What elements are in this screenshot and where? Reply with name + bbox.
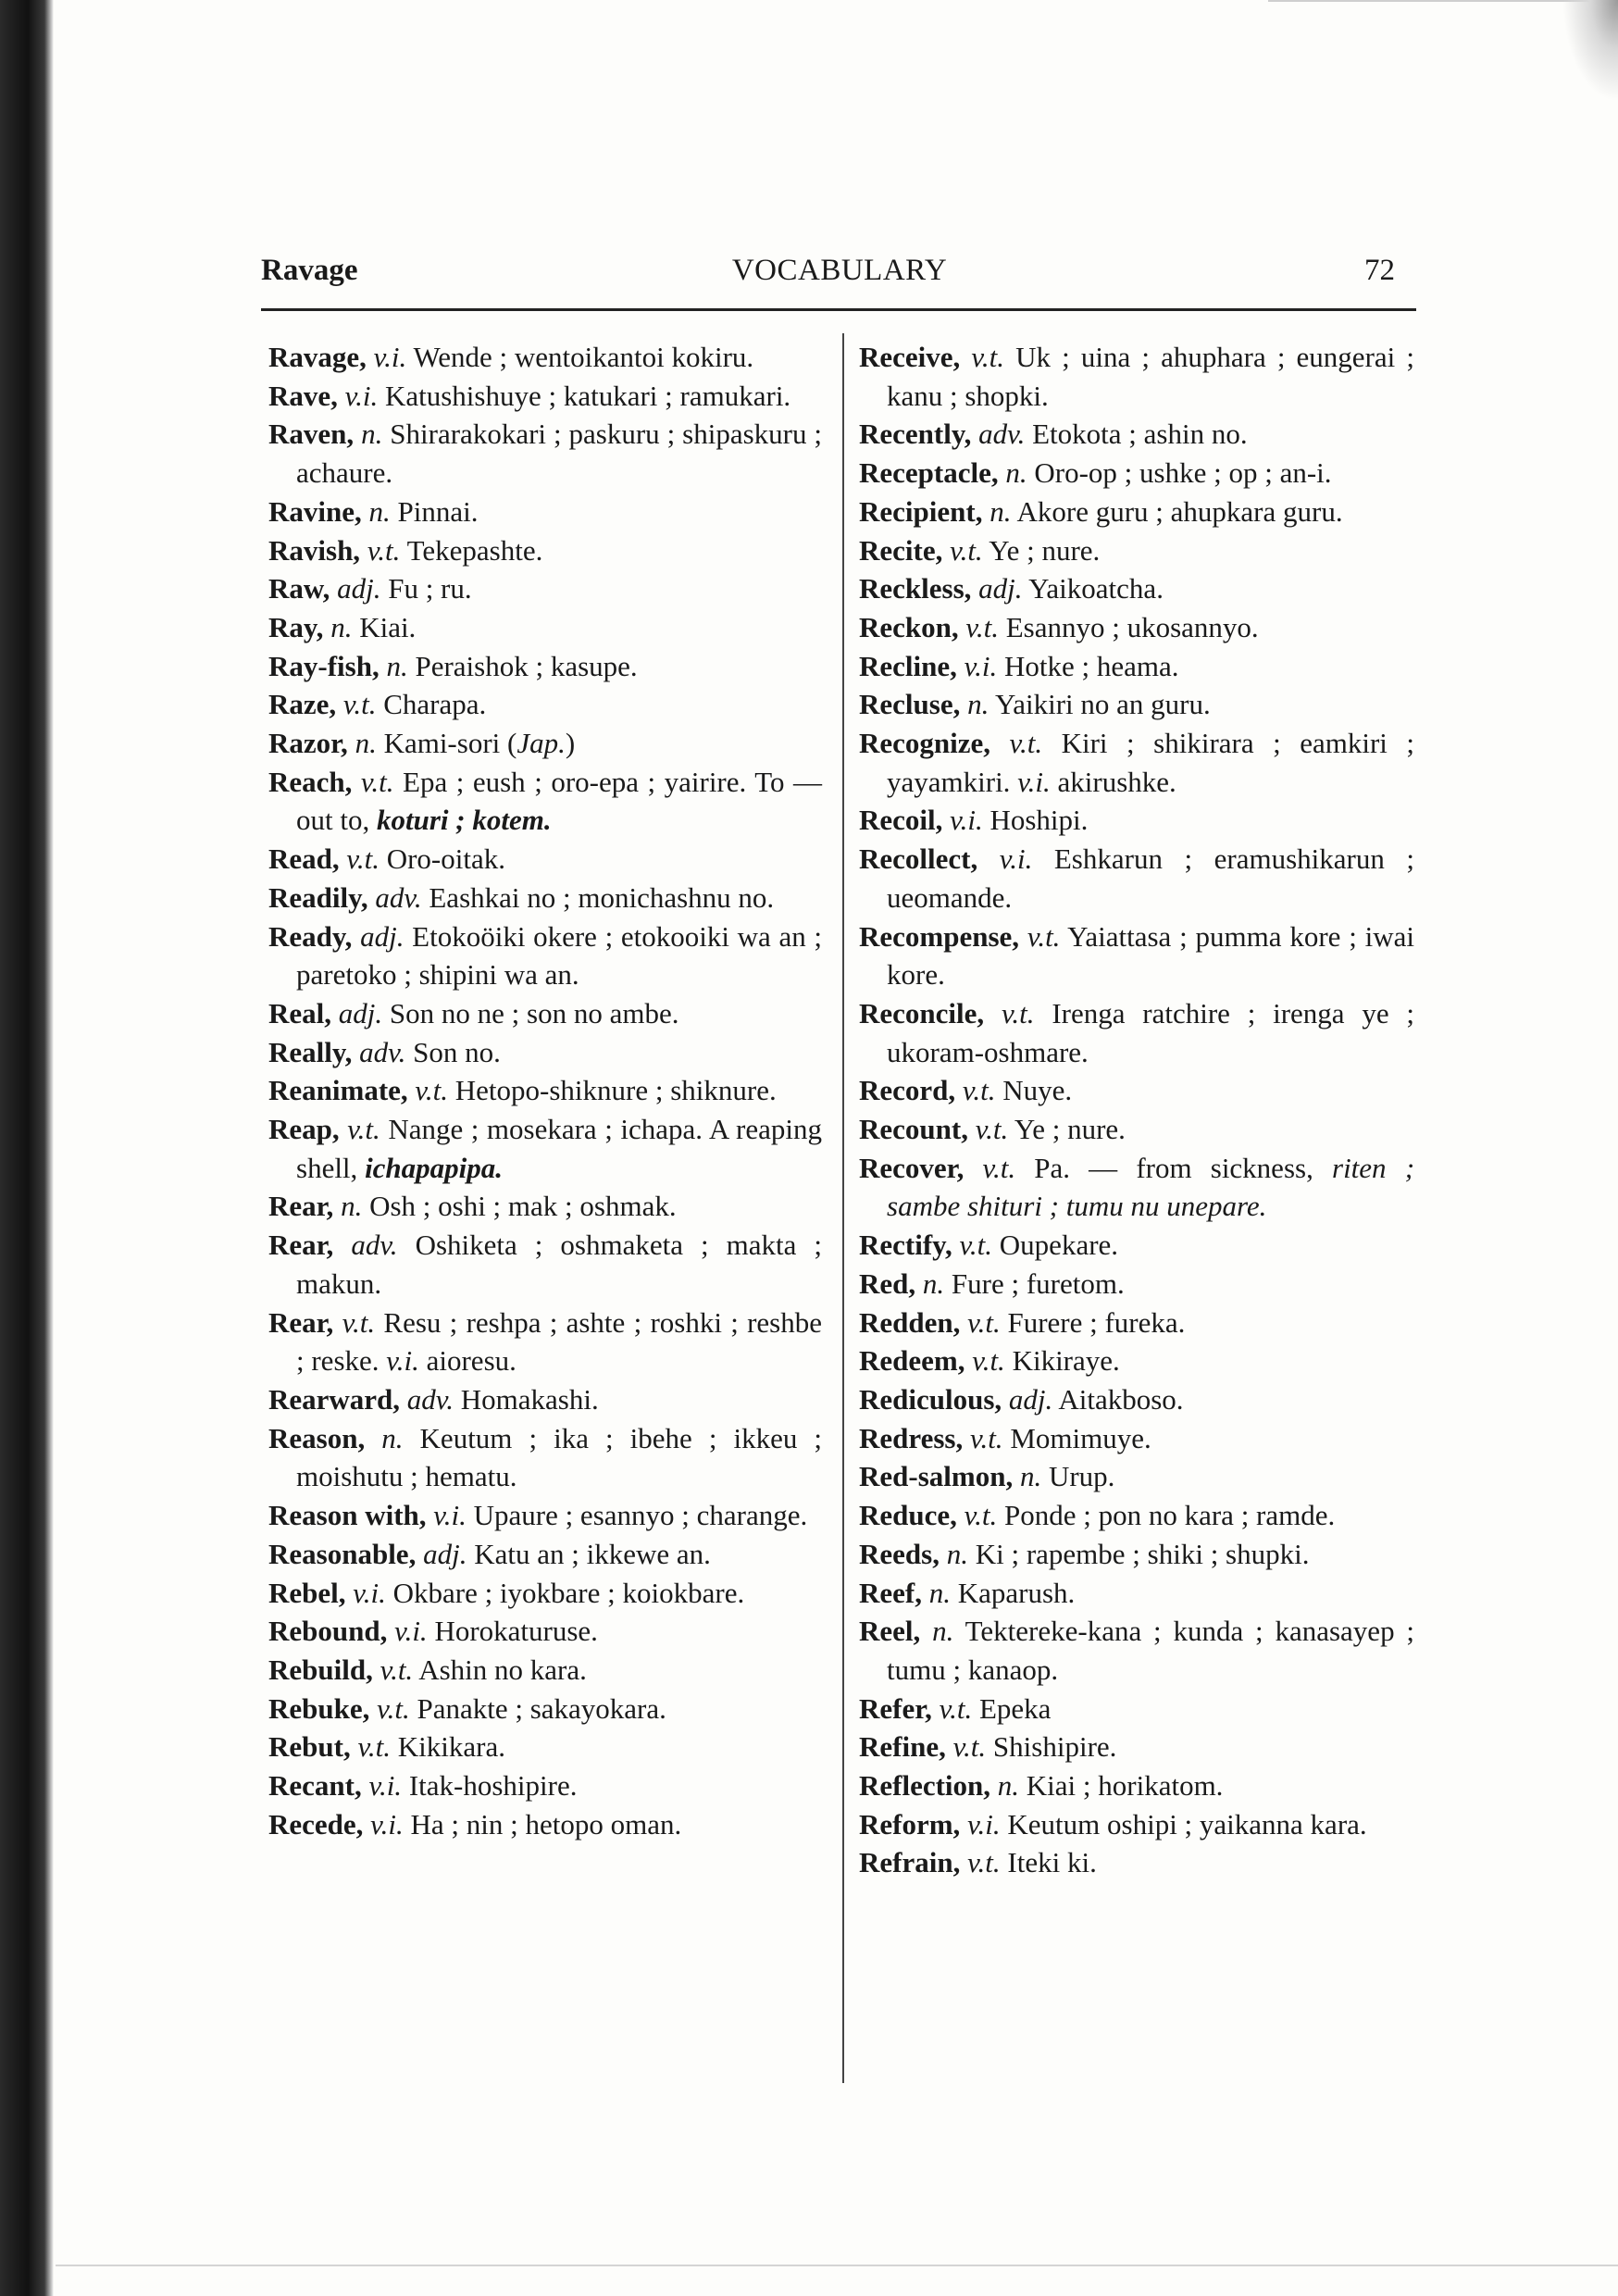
entry-part-of-speech: n.: [381, 1421, 404, 1454]
entry-part-of-speech: v.t.: [971, 341, 1004, 373]
entry-part-of-speech: adv.: [375, 880, 422, 914]
dictionary-entry: [268, 1110, 822, 1187]
dictionary-entry: [859, 1535, 1414, 1574]
dictionary-entry: [859, 1341, 1414, 1380]
entry-definition: Panakte ; sakayokara.: [417, 1691, 666, 1725]
entry-part-of-speech: v.t.: [346, 842, 380, 876]
entry-part-of-speech: n.: [928, 1576, 951, 1609]
dictionary-entry: [859, 1304, 1414, 1342]
entry-part-of-speech: v.t.: [342, 688, 377, 721]
entry-headword: Rebound,: [268, 1615, 388, 1648]
entry-definition: Keutum ; ika ; ibehe ; ikkeu ; moishutu ; hematu.: [296, 1421, 823, 1493]
entry-part-of-speech: n.: [997, 1769, 1020, 1803]
dictionary-entry: [859, 1419, 1414, 1458]
entry-definition: Okbare ; iyokbare ; koiokbare.: [392, 1576, 745, 1609]
entry-headword: Reach,: [268, 765, 353, 798]
entry-headword: Recount,: [859, 1113, 968, 1146]
entry-part-of-speech: n.: [932, 1615, 954, 1648]
dictionary-entry: [859, 1805, 1414, 1844]
entry-ainu-term: koturi ; kotem.: [376, 804, 552, 837]
entry-headword: Ready,: [268, 919, 353, 953]
entry-headword: Really,: [268, 1035, 353, 1068]
entry-part-of-speech: n.: [386, 649, 408, 682]
dictionary-entry: [268, 879, 822, 917]
dictionary-entry: [268, 531, 822, 570]
dictionary-entry: [268, 1071, 822, 1110]
entry-part-of-speech: v.t.: [357, 1730, 392, 1764]
entry-headword: Rebut,: [268, 1730, 351, 1764]
entry-definition: Yaikiri no an guru.: [994, 688, 1211, 721]
entry-headword: Recipient,: [859, 494, 983, 528]
dictionary-entry: [268, 493, 822, 531]
dictionary-entry: [859, 994, 1414, 1071]
entry-definition: Fure ; furetom.: [951, 1267, 1125, 1300]
entry-definition: Keutum oshipi ; yaikanna kara.: [1007, 1807, 1367, 1841]
entry-part-of-speech: n.: [1005, 456, 1027, 490]
dictionary-entry: [268, 647, 822, 686]
entry-definition: Nuye.: [1002, 1074, 1073, 1107]
entry-definition: Eshkarun ; eramushikarun ; ueomande.: [887, 842, 1414, 914]
entry-headword: Real,: [268, 996, 332, 1029]
entry-headword: Recede,: [268, 1807, 364, 1841]
entry-part-of-speech: v.t.: [367, 533, 401, 567]
entry-definition: Epa ; eush ; oro-epa ; yairire. To — out to,: [296, 765, 823, 837]
entry-headword: Refer,: [859, 1691, 932, 1725]
entry-definition: Etokoöiki okere ; etokooiki wa an ; paretoko ; shipini wa an.: [296, 919, 822, 992]
entry-part-of-speech: v.i.: [999, 842, 1033, 876]
entry-part-of-speech: adj.: [423, 1537, 467, 1570]
entry-headword: Redeem,: [859, 1344, 965, 1378]
entry-part-of-speech: n.: [330, 610, 353, 643]
dictionary-entry: [859, 1690, 1414, 1728]
entry-definition: Katu an ; ikkewe an.: [474, 1537, 711, 1570]
entry-headword: Ravine,: [268, 494, 362, 528]
dictionary-entry: [859, 1265, 1414, 1304]
column-divider: [842, 333, 844, 2083]
entry-definition: Pa. — from sickness,: [1034, 1151, 1313, 1184]
entry-definition: Uk ; uina ; ahuphara ; eungerai ; kanu ; shopki.: [887, 341, 1415, 412]
entry-definition: Upaure ; esannyo ; charange.: [473, 1499, 808, 1532]
entry-definition: Itak-hoshipire.: [408, 1769, 578, 1803]
entry-part-of-speech: v.t.: [380, 1653, 414, 1686]
entry-definition: Eashkai no ; monichashnu no.: [429, 880, 775, 914]
entry-headword: Read,: [268, 842, 340, 876]
dictionary-entry: [268, 1226, 822, 1303]
entry-part-of-speech: v.i.: [394, 1615, 428, 1648]
entry-part-of-speech: adj.: [360, 919, 404, 953]
entry-headword: Red-salmon,: [859, 1460, 1014, 1493]
dictionary-entry: [268, 763, 822, 840]
entry-definition: Kami-sori (: [383, 727, 517, 760]
entry-part-of-speech: v.t.: [1001, 996, 1035, 1029]
entry-definition: Peraishok ; kasupe.: [415, 649, 638, 682]
entry-headword: Redress,: [859, 1421, 964, 1454]
entry-headword: Reflection,: [859, 1769, 991, 1803]
dictionary-entry: [859, 685, 1414, 724]
entry-definition: Kiai ; horikatom.: [1026, 1769, 1224, 1803]
entry-headword: Reason,: [268, 1421, 366, 1454]
dictionary-entry: [268, 1496, 822, 1535]
entry-part-of-speech: n.: [1019, 1460, 1042, 1493]
entry-headword: Razor,: [268, 727, 348, 760]
page-header: [261, 254, 1418, 300]
entry-part-of-speech: adj.: [978, 572, 1023, 605]
entry-definition: Iteki ki.: [1007, 1846, 1097, 1879]
entry-headword: Red,: [859, 1267, 916, 1300]
entry-definition: Kiri ; shikirara ; eamkiri ; yayamkiri.: [887, 727, 1414, 798]
scan-corner-smudge: [1562, 0, 1618, 102]
entry-headword: Reasonable,: [268, 1537, 417, 1570]
dictionary-entry: [268, 1535, 822, 1574]
entry-definition: Oshiketa ; oshmaketa ; makta ; makun.: [296, 1229, 822, 1300]
dictionary-entry: [268, 1728, 822, 1766]
entry-part-of-speech: adj.: [337, 572, 381, 605]
entry-definition: Irenga ratchire ; irenga ye ; ukoram-oshmare.: [887, 996, 1415, 1068]
entry-definition: Shishipire.: [992, 1730, 1117, 1764]
dictionary-entry: [859, 1574, 1414, 1613]
entry-definition: Oupekare.: [999, 1229, 1119, 1262]
entry-definition: Yaiattasa ; pumma kore ; iwai kore.: [887, 919, 1415, 992]
entry-headword: Rear,: [268, 1305, 334, 1339]
dictionary-entry: [859, 1612, 1414, 1689]
entry-headword: Reel,: [859, 1615, 921, 1648]
entry-part-of-speech: v.t.: [415, 1074, 448, 1107]
running-head-title: VOCABULARY: [731, 254, 948, 287]
entry-headword: Refrain,: [859, 1846, 961, 1879]
entry-part-of-speech: adj.: [1008, 1382, 1053, 1416]
dictionary-entry: [859, 840, 1414, 917]
entry-part-of-speech: v.t.: [360, 765, 394, 798]
entry-definition: Momimuye.: [1010, 1421, 1151, 1454]
entry-part-of-speech: v.t.: [952, 1730, 987, 1764]
dictionary-entry: [268, 415, 822, 492]
dictionary-entry: [859, 917, 1414, 994]
dictionary-entry: [268, 994, 822, 1033]
entry-headword: Redden,: [859, 1305, 961, 1339]
entry-headword: Recognize,: [859, 727, 991, 760]
entry-headword: Reduce,: [859, 1499, 957, 1532]
entry-part-of-speech: v.t.: [377, 1691, 410, 1725]
entry-part-of-speech: v.t.: [347, 1113, 380, 1146]
dictionary-entry: [859, 1380, 1414, 1419]
entry-part-of-speech: adv.: [978, 418, 1026, 451]
entry-headword: Ravage,: [268, 341, 367, 373]
entry-headword: Rediculous,: [859, 1382, 1002, 1416]
entry-definition: Katushishuye ; katukari ; ramukari.: [384, 379, 791, 412]
entry-headword: Reeds,: [859, 1537, 940, 1570]
entry-definition: Wende ; wentoikantoi kokiru.: [413, 341, 754, 373]
entry-part-of-speech: n.: [967, 688, 989, 721]
entry-part-of-speech: v.t.: [950, 533, 983, 567]
entry-ainu-term: ichapapipa.: [365, 1151, 504, 1184]
entry-headword: Recite,: [859, 533, 943, 567]
dictionary-entry: [268, 685, 822, 724]
entry-part-of-speech: n.: [989, 494, 1012, 528]
entry-part-of-speech: v.i.: [373, 341, 407, 373]
dictionary-entry: [859, 1226, 1414, 1265]
entry-headword: Recollect,: [859, 842, 978, 876]
dictionary-entry: [268, 1033, 822, 1072]
dictionary-entry: [859, 531, 1414, 570]
entry-headword: Rearward,: [268, 1382, 401, 1416]
entry-headword: Reef,: [859, 1576, 922, 1609]
entry-definition: Charapa.: [383, 688, 487, 721]
scan-binding-edge: [0, 0, 54, 2296]
entry-headword: Reap,: [268, 1113, 340, 1146]
dictionary-entry: [859, 608, 1414, 647]
entry-definition: Urup.: [1048, 1460, 1115, 1493]
entry-part-of-speech: v.i.: [370, 1807, 404, 1841]
entry-headword: Reconcile,: [859, 996, 985, 1029]
dictionary-entry: [268, 840, 822, 879]
entry-headword: Ray,: [268, 610, 324, 643]
dictionary-entry: [268, 1187, 822, 1226]
entry-definition: Pinnai.: [397, 494, 479, 528]
dictionary-entry: [268, 1574, 822, 1613]
entry-headword: Recline,: [859, 649, 957, 682]
entry-headword: Recant,: [268, 1769, 362, 1803]
entry-part-of-speech: v.t.: [342, 1305, 376, 1339]
entry-part-of-speech: v.t.: [939, 1691, 973, 1725]
entry-definition: Ashin no kara.: [418, 1653, 587, 1686]
entry-part-of-speech: adv.: [406, 1382, 454, 1416]
dictionary-entry: [859, 1496, 1414, 1535]
dictionary-entry: [859, 1071, 1414, 1110]
entry-part-of-speech: v.t.: [959, 1229, 993, 1262]
entry-definition: Ki ; rapembe ; shiki ; shupki.: [975, 1537, 1310, 1570]
header-rule: [261, 308, 1416, 311]
entry-part-of-speech: v.t.: [982, 1151, 1016, 1184]
entry-part-of-speech: v.t.: [969, 1421, 1003, 1454]
running-head-word: Ravage: [261, 254, 358, 287]
entry-headword: Reform,: [859, 1807, 961, 1841]
entry-headword: Rebuke,: [268, 1691, 370, 1725]
entry-definition: Epeka: [978, 1691, 1052, 1725]
entry-part-of-speech: v.i.: [1017, 765, 1051, 798]
entry-definition: akirushke.: [1057, 765, 1176, 798]
dictionary-entry: [268, 1766, 822, 1805]
entry-part-of-speech: adv.: [351, 1229, 398, 1262]
entry-headword: Ravish,: [268, 533, 361, 567]
left-column: [268, 338, 822, 1843]
entry-headword: Recently,: [859, 418, 972, 451]
entry-part-of-speech: v.i.: [386, 1344, 419, 1378]
entry-definition: Furere ; fureka.: [1007, 1305, 1186, 1339]
entry-definition: Kikikara.: [397, 1730, 505, 1764]
dictionary-entry: [859, 338, 1414, 415]
entry-part-of-speech: n.: [355, 727, 377, 760]
dictionary-entry: [268, 1304, 822, 1380]
entry-headword: Raze,: [268, 688, 337, 721]
dictionary-entry: [268, 1380, 822, 1419]
entry-definition: Ha ; nin ; hetopo oman.: [410, 1807, 682, 1841]
entry-definition: Kikiraye.: [1012, 1344, 1120, 1378]
entry-definition: Oro-oitak.: [386, 842, 505, 876]
entry-part-of-speech: adv.: [359, 1035, 406, 1068]
entry-part-of-speech: v.t.: [975, 1113, 1009, 1146]
entry-part-of-speech: v.t.: [965, 610, 999, 643]
entry-definition: Ye ; nure.: [989, 533, 1101, 567]
dictionary-entry: [859, 801, 1414, 840]
entry-definition: Yaikoatcha.: [1028, 572, 1164, 605]
entry-definition: ): [565, 727, 576, 760]
entry-definition: Aitakboso.: [1058, 1382, 1184, 1416]
scan-bottom-line: [56, 2265, 1618, 2266]
dictionary-entry: [859, 1843, 1414, 1882]
entry-definition: Akore guru ; ahupkara guru.: [1016, 494, 1343, 528]
entry-part-of-speech: v.i.: [433, 1499, 467, 1532]
dictionary-entry: [268, 377, 822, 416]
entry-definition: Resu ; reshpa ; ashte ; roshki ; reshbe ; reske.: [296, 1305, 822, 1378]
dictionary-entry: [859, 569, 1414, 608]
entry-part-of-speech: n.: [946, 1537, 968, 1570]
entry-part-of-speech: v.i.: [368, 1769, 403, 1803]
entry-part-of-speech: v.i.: [964, 649, 998, 682]
right-column: [859, 338, 1414, 1882]
dictionary-entry: [268, 724, 822, 763]
dictionary-entry: [268, 917, 822, 994]
dictionary-entry: [268, 1805, 822, 1844]
dictionary-entry: [268, 1612, 822, 1651]
entry-definition: Ye ; nure.: [1014, 1113, 1126, 1146]
entry-headword: Recompense,: [859, 919, 1020, 953]
entry-definition: aioresu.: [426, 1344, 517, 1378]
entry-part-of-speech: v.i.: [950, 804, 983, 837]
dictionary-entry: [268, 569, 822, 608]
dictionary-entry: [859, 724, 1414, 801]
entry-italic-note: Jap.: [517, 727, 566, 760]
entry-part-of-speech: v.t.: [964, 1499, 998, 1532]
entry-headword: Recover,: [859, 1151, 965, 1184]
entry-part-of-speech: n.: [922, 1267, 945, 1300]
entry-definition: Oro-op ; ushke ; op ; an-i.: [1034, 456, 1332, 490]
page-number: 72: [1364, 254, 1395, 287]
entry-headword: Raw,: [268, 572, 330, 605]
entry-part-of-speech: n.: [361, 418, 383, 451]
entry-part-of-speech: n.: [368, 494, 391, 528]
dictionary-entry: [268, 608, 822, 647]
entry-definition: Shirarakokari ; paskuru ; shipaskuru ; achaure.: [296, 418, 823, 490]
dictionary-entry: [859, 647, 1414, 686]
dictionary-entry: [268, 338, 822, 377]
entry-headword: Reckon,: [859, 610, 959, 643]
entry-definition: Horokaturuse.: [434, 1615, 598, 1648]
entry-part-of-speech: v.t.: [962, 1074, 996, 1107]
entry-definition: Hoshipi.: [989, 804, 1089, 837]
entry-part-of-speech: v.i.: [967, 1807, 1001, 1841]
entry-part-of-speech: v.i.: [344, 379, 379, 412]
dictionary-entry: [859, 1149, 1414, 1226]
entry-definition: Kaparush.: [957, 1576, 1076, 1609]
entry-headword: Rave,: [268, 379, 338, 412]
entry-part-of-speech: v.i.: [353, 1576, 386, 1609]
dictionary-entry: [859, 415, 1414, 454]
entry-headword: Receive,: [859, 341, 961, 373]
entry-definition: Ponde ; pon no kara ; ramde.: [1003, 1499, 1336, 1532]
entry-headword: Record,: [859, 1074, 956, 1107]
entry-italic-note: riten ; sambe shituri ; tumu nu unepare.: [887, 1151, 1415, 1223]
dictionary-entry: [859, 1110, 1414, 1149]
entry-headword: Receptacle,: [859, 456, 999, 490]
entry-definition: Son no ne ; son no ambe.: [389, 996, 679, 1029]
entry-definition: Son no.: [413, 1035, 501, 1068]
entry-headword: Rear,: [268, 1229, 334, 1262]
entry-headword: Rectify,: [859, 1229, 952, 1262]
entry-definition: Etokota ; ashin no.: [1032, 418, 1248, 451]
entry-definition: Homakashi.: [460, 1382, 599, 1416]
entry-headword: Rear,: [268, 1190, 334, 1223]
entry-definition: Esannyo ; ukosannyo.: [1005, 610, 1259, 643]
entry-definition: Fu ; ru.: [388, 572, 472, 605]
entry-definition: Hetopo-shiknure ; shiknure.: [454, 1074, 777, 1107]
entry-definition: Nange ; mosekara ; ichapa. A reaping shell,: [296, 1113, 823, 1184]
dictionary-entry: [859, 1766, 1414, 1805]
entry-definition: Tekepashte.: [406, 533, 543, 567]
entry-part-of-speech: v.t.: [967, 1846, 1001, 1879]
entry-headword: Ray-fish,: [268, 649, 380, 682]
entry-part-of-speech: v.t.: [972, 1344, 1005, 1378]
entry-definition: Osh ; oshi ; mak ; oshmak.: [369, 1190, 677, 1223]
dictionary-entry: [268, 1690, 822, 1728]
entry-part-of-speech: n.: [341, 1190, 363, 1223]
entry-part-of-speech: v.t.: [967, 1305, 1001, 1339]
entry-part-of-speech: adj.: [338, 996, 383, 1029]
dictionary-entry: [268, 1419, 822, 1496]
entry-definition: Kiai.: [359, 610, 417, 643]
entry-part-of-speech: v.t.: [1027, 919, 1061, 953]
entry-headword: Reason with,: [268, 1499, 427, 1532]
dictionary-entry: [859, 454, 1414, 493]
entry-headword: Recluse,: [859, 688, 961, 721]
entry-part-of-speech: v.t.: [1009, 727, 1043, 760]
dictionary-entry: [859, 493, 1414, 531]
dictionary-entry: [859, 1728, 1414, 1766]
entry-headword: Readily,: [268, 880, 368, 914]
dictionary-entry: [859, 1457, 1414, 1496]
entry-headword: Reckless,: [859, 572, 972, 605]
dictionary-entry: [268, 1651, 822, 1690]
entry-definition: Tektereke-kana ; kunda ; kanasayep ; tumu ; kanaop.: [887, 1615, 1414, 1686]
entry-headword: Rebuild,: [268, 1653, 373, 1686]
entry-headword: Recoil,: [859, 804, 943, 837]
entry-headword: Reanimate,: [268, 1074, 408, 1107]
entry-headword: Refine,: [859, 1730, 946, 1764]
entry-headword: Rebel,: [268, 1576, 346, 1609]
entry-headword: Raven,: [268, 418, 355, 451]
entry-definition: Hotke ; heama.: [1003, 649, 1179, 682]
